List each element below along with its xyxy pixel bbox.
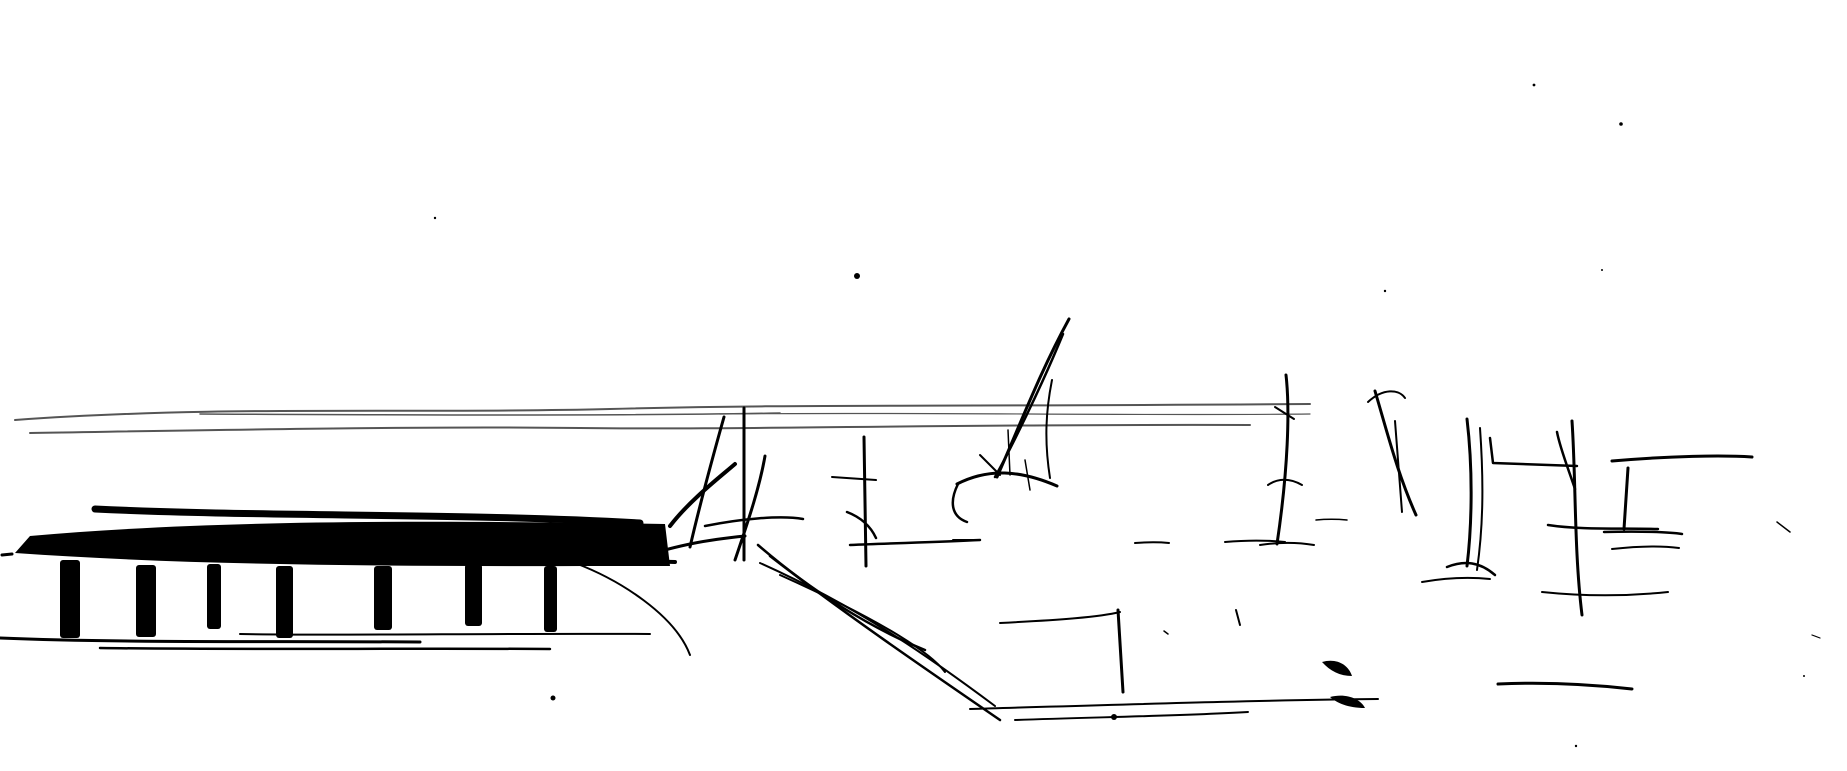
pier-post — [136, 565, 156, 637]
pier-post — [276, 566, 293, 638]
sailboat — [953, 319, 1069, 540]
pier-post — [60, 560, 80, 638]
pier-post — [465, 564, 482, 626]
pier — [0, 509, 675, 649]
right-boats — [1260, 375, 1752, 615]
dock-edge — [970, 610, 1632, 720]
small-mast — [832, 437, 980, 566]
pier-post — [207, 564, 221, 629]
pier-post — [374, 566, 392, 630]
pier-post — [544, 566, 557, 632]
horizon-lines — [15, 404, 1310, 433]
